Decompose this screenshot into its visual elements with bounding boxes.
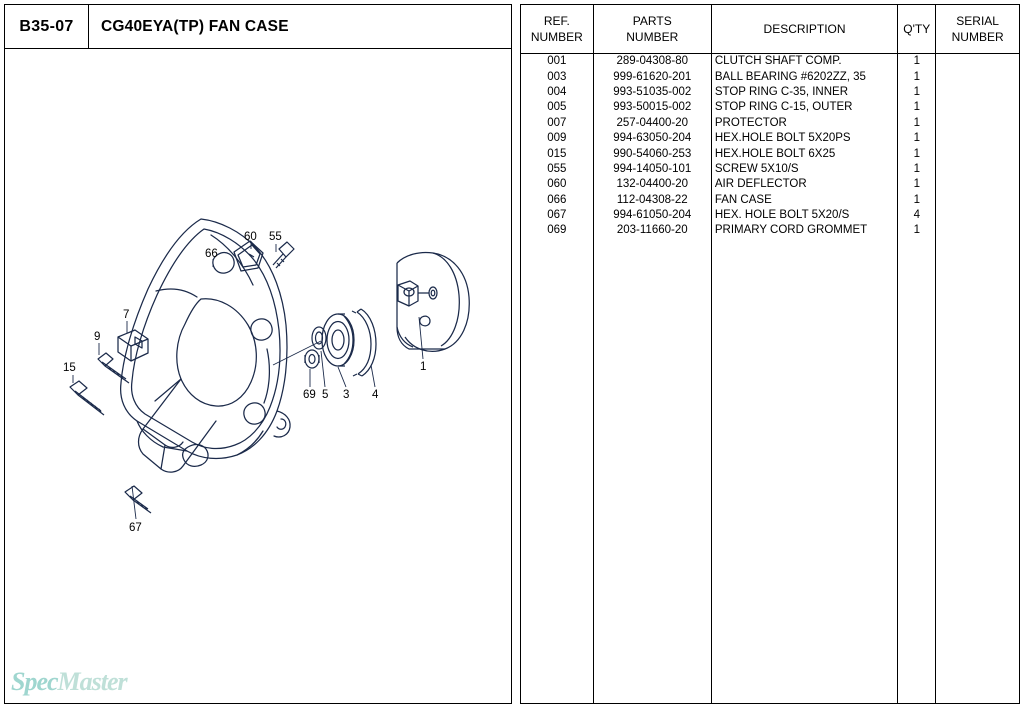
cell-qty: 1: [898, 193, 936, 208]
cell-ref-number: 055: [521, 162, 593, 177]
cell-serial: [936, 85, 1019, 100]
header-serial-line1: SERIAL: [956, 13, 999, 28]
cell-ref-number: 003: [521, 69, 593, 84]
table-row: [521, 100, 1019, 115]
cell-ref-number: 060: [521, 177, 593, 192]
cell-qty: 4: [898, 208, 936, 223]
cell-qty: 1: [898, 146, 936, 161]
filler-cell: [898, 239, 936, 703]
callout-15: 15: [63, 362, 76, 374]
cell-description: HEX.HOLE BOLT 6X25: [711, 146, 897, 161]
watermark-text-secondary: Master: [57, 667, 127, 696]
table-row: [521, 85, 1019, 100]
table-row: [521, 146, 1019, 161]
cell-description: STOP RING C-35, INNER: [711, 85, 897, 100]
cell-part-number: 132-04400-20: [593, 177, 711, 192]
filler-cell: [711, 239, 897, 703]
cell-ref-number: 007: [521, 116, 593, 131]
table-header-row: [521, 5, 1019, 54]
cell-description: PRIMARY CORD GROMMET: [711, 223, 897, 238]
callout-5: 5: [322, 389, 329, 401]
cell-description: FAN CASE: [711, 193, 897, 208]
cell-ref-number: 066: [521, 193, 593, 208]
watermark-text-primary: Spec: [11, 667, 58, 696]
table-row: [521, 131, 1019, 146]
cell-qty: 1: [898, 162, 936, 177]
table-row: [521, 223, 1019, 238]
header-parts-line1: PARTS: [632, 13, 672, 28]
callout-67: 67: [129, 522, 142, 534]
callout-60: 60: [244, 231, 257, 243]
cell-part-number: 990-54060-253: [593, 146, 711, 161]
callout-9: 9: [94, 331, 101, 343]
cell-description: CLUTCH SHAFT COMP.: [711, 54, 897, 70]
cell-part-number: 993-51035-002: [593, 85, 711, 100]
sheet-code: B35-07: [5, 5, 89, 48]
filler-cell: [936, 239, 1019, 703]
header-ref-line1: REF.: [543, 13, 570, 28]
table-row: [521, 116, 1019, 131]
header-description: DESCRIPTION: [711, 5, 897, 54]
cell-qty: 1: [898, 116, 936, 131]
table-row: [521, 54, 1019, 70]
cell-serial: [936, 146, 1019, 161]
cell-qty: 1: [898, 131, 936, 146]
cell-ref-number: 015: [521, 146, 593, 161]
cell-serial: [936, 54, 1019, 70]
table-row: [521, 208, 1019, 223]
cell-ref-number: 069: [521, 223, 593, 238]
cell-serial: [936, 116, 1019, 131]
parts-table: [521, 5, 1019, 703]
page-title: CG40EYA(TP) FAN CASE: [101, 17, 289, 35]
cell-description: BALL BEARING #6202ZZ, 35: [711, 69, 897, 84]
cell-serial: [936, 131, 1019, 146]
cell-part-number: 257-04400-20: [593, 116, 711, 131]
header-serial-line2: NUMBER: [951, 30, 1004, 44]
diagram-panel: [4, 4, 512, 704]
cell-qty: 1: [898, 69, 936, 84]
cell-serial: [936, 100, 1019, 115]
callout-3: 3: [343, 389, 350, 401]
cell-ref-number: 005: [521, 100, 593, 115]
header-qty: Q'TY: [898, 5, 936, 54]
parts-table-panel: [520, 4, 1020, 704]
cell-qty: 1: [898, 100, 936, 115]
cell-serial: [936, 69, 1019, 84]
cell-part-number: 994-14050-101: [593, 162, 711, 177]
cell-part-number: 994-63050-204: [593, 131, 711, 146]
header-parts-line2: NUMBER: [626, 30, 679, 44]
table-row: [521, 193, 1019, 208]
cell-serial: [936, 177, 1019, 192]
cell-qty: 1: [898, 223, 936, 238]
header-parts-number: [593, 5, 711, 54]
cell-description: HEX. HOLE BOLT 5X20/S: [711, 208, 897, 223]
cell-part-number: 993-50015-002: [593, 100, 711, 115]
header-ref-line2: NUMBER: [530, 30, 583, 44]
cell-part-number: 289-04308-80: [593, 54, 711, 70]
callout-1: 1: [420, 361, 427, 373]
cell-serial: [936, 208, 1019, 223]
cell-description: STOP RING C-15, OUTER: [711, 100, 897, 115]
callout-66: 66: [205, 248, 218, 260]
callout-69: 69: [303, 389, 316, 401]
cell-description: PROTECTOR: [711, 116, 897, 131]
diagram-canvas: [5, 49, 511, 703]
table-filler-row: [521, 239, 1019, 703]
header-serial-number: [936, 5, 1019, 54]
cell-ref-number: 009: [521, 131, 593, 146]
filler-cell: [593, 239, 711, 703]
callout-4: 4: [372, 389, 379, 401]
cell-part-number: 994-61050-204: [593, 208, 711, 223]
filler-cell: [521, 239, 593, 703]
fan-case-exploded-drawing: [5, 49, 510, 703]
table-row: [521, 162, 1019, 177]
header-ref-number: [521, 5, 593, 54]
callout-7: 7: [123, 309, 130, 321]
cell-qty: 1: [898, 177, 936, 192]
table-row: [521, 69, 1019, 84]
cell-qty: 1: [898, 85, 936, 100]
diagram-title-bar: [5, 5, 511, 49]
cell-description: SCREW 5X10/S: [711, 162, 897, 177]
cell-part-number: 112-04308-22: [593, 193, 711, 208]
callout-55: 55: [269, 231, 282, 243]
cell-part-number: 203-11660-20: [593, 223, 711, 238]
cell-part-number: 999-61620-201: [593, 69, 711, 84]
cell-serial: [936, 193, 1019, 208]
cell-serial: [936, 162, 1019, 177]
watermark: [11, 667, 127, 697]
cell-description: HEX.HOLE BOLT 5X20PS: [711, 131, 897, 146]
cell-serial: [936, 223, 1019, 238]
cell-ref-number: 001: [521, 54, 593, 70]
cell-ref-number: 067: [521, 208, 593, 223]
cell-qty: 1: [898, 54, 936, 70]
cell-description: AIR DEFLECTOR: [711, 177, 897, 192]
table-row: [521, 177, 1019, 192]
cell-ref-number: 004: [521, 85, 593, 100]
